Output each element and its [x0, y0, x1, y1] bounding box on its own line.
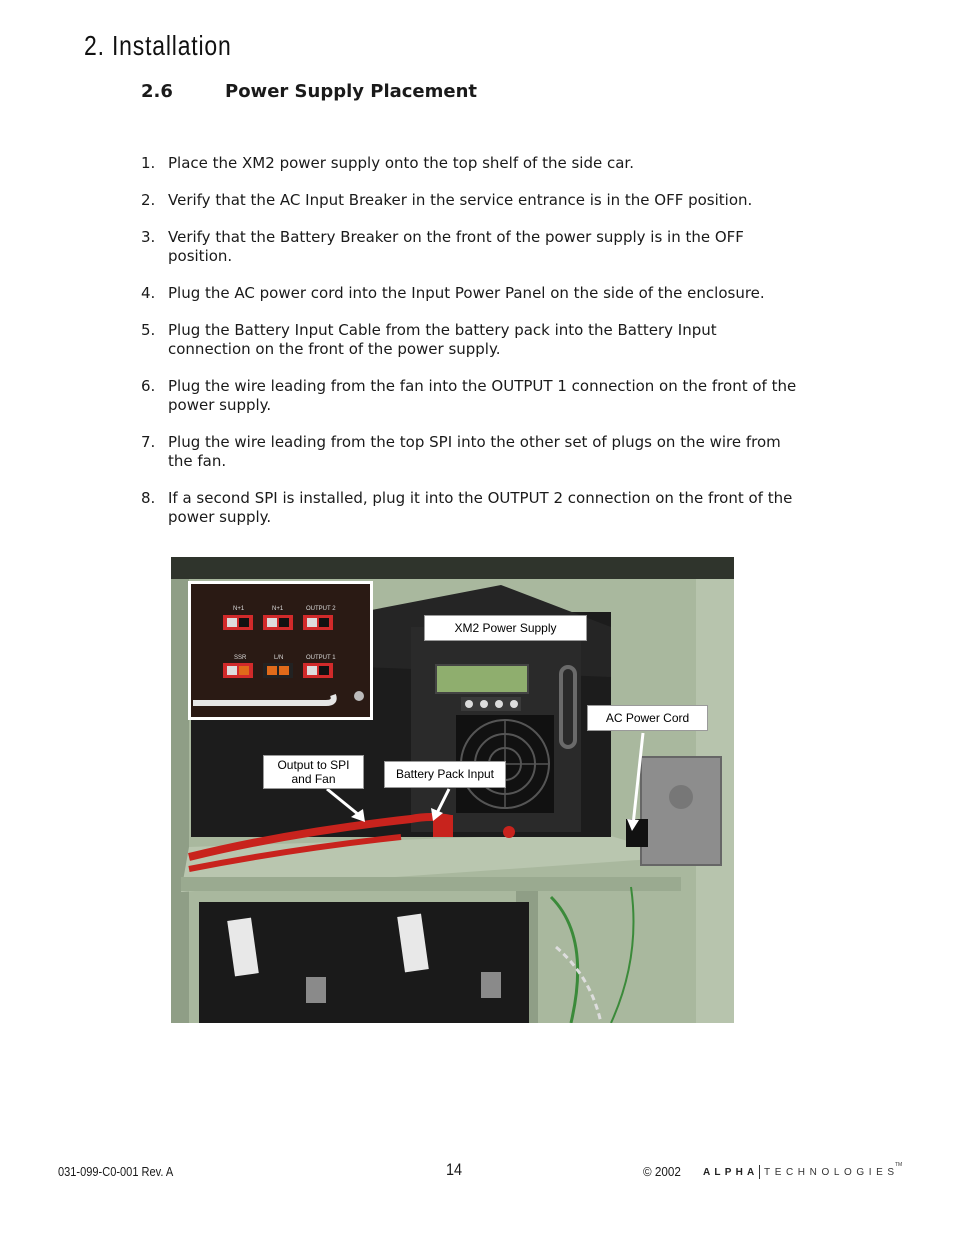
inset-label-ssr: SSR — [234, 655, 247, 661]
step-item — [141, 377, 801, 415]
callout-ac-power-cord — [587, 705, 708, 731]
step-text: Verify that the Battery Breaker on the front of the power supply is in the OFF position. — [168, 228, 744, 265]
document-number: 031-099-C0-001 Rev. A — [58, 1164, 174, 1179]
step-number: 3. — [141, 228, 156, 246]
inset-label-n1-b: N+1 — [272, 606, 284, 612]
logo-divider — [759, 1165, 760, 1179]
callout-battery-text: Battery Pack Input — [395, 767, 495, 781]
callout-xm2-text: XM2 Power Supply — [454, 621, 557, 635]
step-number: 5. — [141, 321, 156, 339]
callout-output-line2: and Fan — [291, 772, 336, 786]
step-item — [141, 433, 801, 471]
section-number: 2.6 — [141, 81, 173, 102]
step-text: If a second SPI is installed, plug it into the OUTPUT 2 connection on the front of the power supply. — [168, 489, 793, 526]
callout-output-spi-fan — [263, 755, 364, 789]
step-text: Plug the wire leading from the fan into the OUTPUT 1 connection on the front of the power supply. — [168, 377, 797, 414]
step-text: Plug the wire leading from the top SPI into the other set of plugs on the wire from the fan. — [168, 433, 781, 470]
inset-label-output2: OUTPUT 2 — [306, 606, 336, 612]
step-item — [141, 284, 801, 303]
logo-trademark: TM — [895, 1162, 903, 1168]
step-item — [141, 191, 801, 210]
logo-word-alpha: ALPHA — [703, 1167, 759, 1178]
step-number: 6. — [141, 377, 156, 395]
section-title: Power Supply Placement — [225, 81, 478, 102]
power-supply-photo — [171, 557, 734, 1023]
step-text: Plug the Battery Input Cable from the battery pack into the Battery Input connection on the front of the power supply. — [168, 321, 717, 358]
logo-word-technologies: TECHNOLOGIES — [764, 1167, 899, 1178]
step-number: 7. — [141, 433, 156, 451]
step-item — [141, 228, 801, 266]
step-number: 8. — [141, 489, 156, 507]
step-item — [141, 489, 801, 527]
step-text: Plug the AC power cord into the Input Power Panel on the side of the enclosure. — [168, 284, 765, 302]
step-text: Place the XM2 power supply onto the top shelf of the side car. — [168, 154, 634, 172]
callout-battery-pack-input — [384, 761, 506, 788]
step-item — [141, 154, 801, 173]
step-number: 4. — [141, 284, 156, 302]
callout-ac-cord-text: AC Power Cord — [605, 711, 690, 725]
step-text: Verify that the AC Input Breaker in the service entrance is in the OFF position. — [168, 191, 753, 209]
step-number: 1. — [141, 154, 156, 172]
inset-label-ln: L/N — [274, 655, 284, 661]
inset-label-output1: OUTPUT 1 — [306, 655, 336, 661]
step-item — [141, 321, 801, 359]
chapter-title: 2. Installation — [84, 30, 232, 61]
step-number: 2. — [141, 191, 156, 209]
copyright: © 2002 — [643, 1164, 681, 1179]
callout-xm2-power-supply — [424, 615, 587, 641]
inset-label-n1-a: N+1 — [233, 606, 245, 612]
callout-output-line1: Output to SPI — [277, 758, 350, 772]
installation-steps — [141, 154, 801, 545]
page-number: 14 — [446, 1160, 463, 1179]
